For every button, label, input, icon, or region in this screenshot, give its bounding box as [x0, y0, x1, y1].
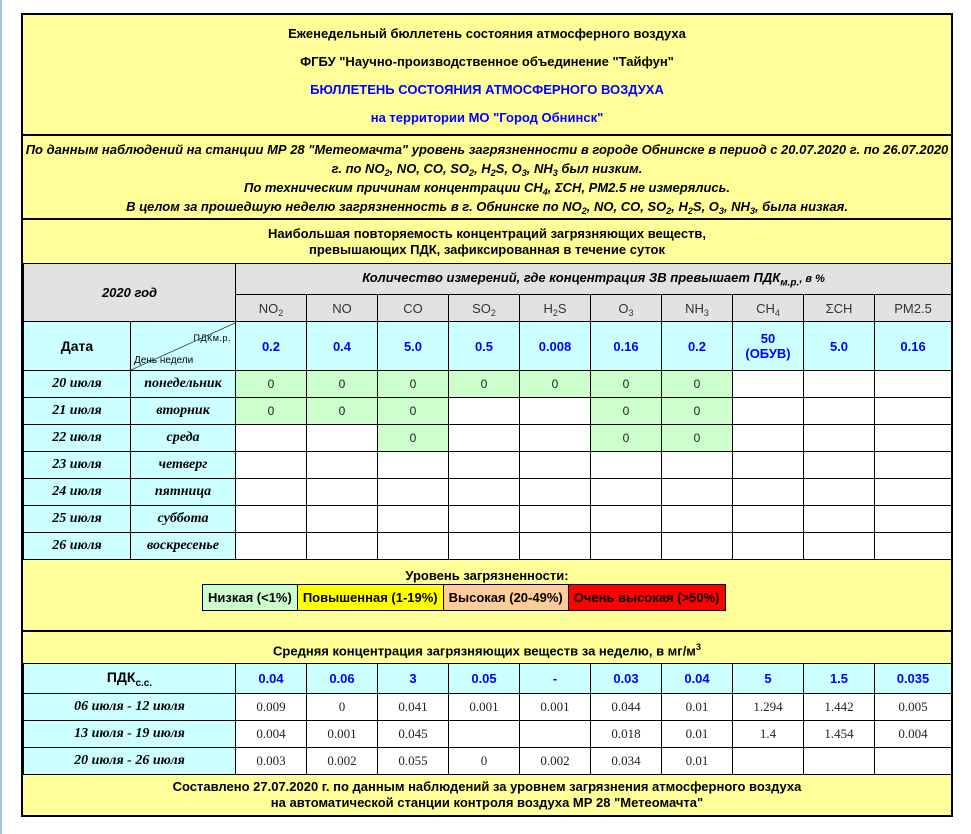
pdk-ss-value: 3 — [378, 664, 449, 694]
avg-title-sup: 3 — [695, 642, 701, 652]
pdk-ss-label — [24, 664, 236, 694]
table-row — [24, 425, 952, 452]
row-day: четверг — [131, 452, 236, 479]
component-base: NO — [258, 300, 279, 316]
subscript: 2 — [469, 168, 475, 178]
header-line-1: Еженедельный бюллетень состояния атмосферного воздуха — [288, 26, 686, 41]
summary-paragraph-2 — [23, 178, 951, 197]
pdk-mr-note: (ОБУВ) — [745, 346, 791, 361]
pdk-ss-value: 0.035 — [875, 664, 952, 694]
pdk-ss-label-sub: с.с. — [135, 677, 153, 689]
row-value — [662, 452, 733, 479]
pdk-mr-value — [307, 322, 378, 371]
row-value — [804, 398, 875, 425]
row-value — [236, 425, 307, 452]
row-value: 0 — [378, 425, 449, 452]
component-base: CH — [756, 300, 775, 316]
component-header — [733, 295, 804, 322]
legend-item: Повышенная (1-19%) — [298, 585, 444, 610]
summary-text: , NH — [723, 199, 750, 214]
diagonal-header — [131, 322, 236, 371]
table-row — [24, 479, 952, 506]
row-value — [733, 371, 804, 398]
row-value — [804, 425, 875, 452]
pdk-mr-number: 0.16 — [900, 338, 926, 354]
row-day: пятница — [131, 479, 236, 506]
component-base: CO — [403, 300, 423, 316]
bulletin — [21, 13, 953, 817]
row-value — [307, 479, 378, 506]
row-value — [236, 533, 307, 560]
row-value — [733, 452, 804, 479]
row-value — [378, 533, 449, 560]
row-value: 1.4 — [733, 721, 804, 748]
table-row — [24, 398, 952, 425]
row-value — [804, 506, 875, 533]
pdk-ss-value: 0.04 — [662, 664, 733, 694]
row-value: 0 — [236, 398, 307, 425]
pdk-mr-number: 5.0 — [829, 338, 849, 354]
row-value: 0.009 — [236, 694, 307, 721]
component-header — [449, 295, 520, 322]
repeat-title-line-1: Наибольшая повторяемость концентраций загрязняющих веществ, — [267, 226, 707, 241]
pdk-mr-row — [24, 322, 952, 371]
row-value: 0.045 — [378, 721, 449, 748]
component-base: H — [543, 300, 553, 316]
pdk-ss-value: 0.05 — [449, 664, 520, 694]
row-value — [307, 533, 378, 560]
row-value — [875, 371, 952, 398]
row-value — [307, 506, 378, 533]
row-value: 0.004 — [236, 721, 307, 748]
pdk-mr-value — [449, 322, 520, 371]
legend-item: Низкая (<1%) — [203, 585, 298, 610]
row-value: 0.001 — [307, 721, 378, 748]
repeat-title-line-2: превышающих ПДК, зафиксированная в течение суток — [309, 242, 665, 257]
row-value — [733, 398, 804, 425]
row-value — [733, 533, 804, 560]
row-value — [520, 721, 591, 748]
row-value — [804, 533, 875, 560]
row-value — [733, 748, 804, 775]
count-label-sub: м.р. — [780, 277, 800, 289]
row-value — [662, 506, 733, 533]
row-value: 0 — [591, 425, 662, 452]
row-value — [520, 398, 591, 425]
table-row — [24, 721, 952, 748]
row-value — [875, 533, 952, 560]
row-value — [875, 479, 952, 506]
component-header — [307, 295, 378, 322]
table-row — [24, 748, 952, 775]
row-date: 22 июля — [24, 425, 131, 452]
component-base: ΣCH — [825, 300, 853, 316]
row-value — [591, 533, 662, 560]
row-value: 0.001 — [520, 694, 591, 721]
row-value — [307, 452, 378, 479]
pdk-ss-row — [24, 664, 952, 694]
row-value: 0.018 — [591, 721, 662, 748]
exceedance-body — [24, 371, 952, 560]
row-date: 23 июля — [24, 452, 131, 479]
header-line-4: на территории МО "Город Обнинск" — [370, 110, 604, 125]
pdk-mr-number: 0.2 — [687, 338, 707, 354]
summary-text: , NO, CO, SO — [586, 199, 667, 214]
row-value — [236, 479, 307, 506]
subscript: 2 — [687, 206, 693, 216]
table-row — [24, 452, 952, 479]
summary-text: S, O — [692, 199, 719, 214]
subscript: 3 — [749, 206, 755, 216]
row-value — [591, 506, 662, 533]
header-line-2: ФГБУ "Научно-производственное объединение "Тайфун" — [300, 54, 674, 69]
row-value — [520, 506, 591, 533]
summary-text: По данным наблюдений на станции МР 28 "Метеомачта" уровень загрязненности в городе Обнинске в период с 20.07.2020 г. по 26.07.2020 г. по NO — [25, 142, 949, 176]
row-value: 0.002 — [520, 748, 591, 775]
pdk-ss-value: 0.04 — [236, 664, 307, 694]
summary-text: В целом за прошедшую неделю загрязненность в г. Обнинске по NO — [126, 199, 582, 214]
average-body — [24, 694, 952, 775]
diag-day-label: День недели — [134, 354, 194, 366]
row-date: 20 июля — [24, 371, 131, 398]
pdk-ss-value: - — [520, 664, 591, 694]
summary-text: , была низкая. — [754, 199, 848, 214]
summary-text: , NH — [526, 161, 553, 176]
component-sub: 3 — [628, 307, 634, 318]
legend — [202, 584, 726, 611]
row-value — [591, 452, 662, 479]
subscript: 3 — [718, 206, 724, 216]
row-value: 0 — [662, 371, 733, 398]
row-value — [449, 479, 520, 506]
legend-title: Уровень загрязненности: — [405, 568, 569, 583]
row-day: воскресенье — [131, 533, 236, 560]
pdk-mr-number: 0.16 — [613, 338, 639, 354]
row-value: 0.034 — [591, 748, 662, 775]
pdk-mr-value — [875, 322, 952, 371]
subscript: 3 — [521, 168, 527, 178]
row-value — [733, 479, 804, 506]
row-value — [449, 452, 520, 479]
component-base: NH — [685, 300, 704, 316]
pdk-ss-value: 0.06 — [307, 664, 378, 694]
row-value: 0.041 — [378, 694, 449, 721]
component-tail: S — [557, 300, 567, 316]
pdk-ss-value: 1.5 — [804, 664, 875, 694]
summary-text: , H — [671, 199, 688, 214]
pdk-mr-value — [733, 322, 804, 371]
row-value: 0 — [378, 371, 449, 398]
summary-text: был низким. — [557, 161, 643, 176]
row-value: 0 — [307, 694, 378, 721]
row-value — [520, 452, 591, 479]
count-label — [236, 264, 952, 295]
row-value — [875, 425, 952, 452]
bulletin-header — [23, 15, 951, 136]
row-value — [307, 425, 378, 452]
row-value — [520, 479, 591, 506]
row-value: 0.005 — [875, 694, 952, 721]
component-sub: 4 — [774, 307, 780, 318]
pdk-ss-value: 0.03 — [591, 664, 662, 694]
row-value: 1.294 — [733, 694, 804, 721]
subscript: 2 — [666, 206, 672, 216]
row-value: 0 — [591, 371, 662, 398]
pdk-mr-number: 50 — [760, 331, 776, 346]
footer — [23, 774, 951, 815]
row-value — [733, 425, 804, 452]
row-value — [378, 479, 449, 506]
pdk-mr-number: 0.2 — [261, 338, 281, 354]
row-value: 0 — [378, 398, 449, 425]
legend-item: Очень высокая (>50%) — [569, 585, 725, 610]
pdk-ss-value: 5 — [733, 664, 804, 694]
summary-text: , ΣCH, PM2.5 не измерялись. — [547, 180, 730, 195]
row-day: вторник — [131, 398, 236, 425]
row-value: 0 — [591, 398, 662, 425]
pdk-mr-number: 0.008 — [538, 338, 572, 354]
component-sub: 3 — [703, 307, 709, 318]
avg-title — [23, 632, 951, 663]
row-day: среда — [131, 425, 236, 452]
row-value: 0 — [520, 371, 591, 398]
component-sub: 2 — [490, 307, 496, 318]
pdk-mr-number: 0.4 — [332, 338, 352, 354]
component-base: PM2.5 — [894, 300, 932, 316]
exceedance-table — [23, 263, 952, 560]
row-value: 0.01 — [662, 721, 733, 748]
row-value — [804, 371, 875, 398]
row-value — [520, 533, 591, 560]
row-day: суббота — [131, 506, 236, 533]
header-line-3: БЮЛЛЕТЕНЬ СОСТОЯНИЯ АТМОСФЕРНОГО ВОЗДУХА — [310, 82, 664, 97]
row-value: 0 — [449, 748, 520, 775]
year-label: 2020 год — [24, 264, 236, 322]
row-value — [804, 479, 875, 506]
component-base: O — [618, 300, 629, 316]
diagonal-cell — [131, 323, 235, 370]
row-period: 13 июля - 19 июля — [24, 721, 236, 748]
component-sub: 2 — [278, 307, 284, 318]
row-value: 0.004 — [875, 721, 952, 748]
legend-section — [23, 561, 951, 632]
subscript: 4 — [542, 187, 548, 197]
row-value — [449, 398, 520, 425]
pdk-mr-value — [804, 322, 875, 371]
row-value — [449, 506, 520, 533]
row-value: 0 — [236, 371, 307, 398]
component-header — [520, 295, 591, 322]
footer-line-2: на автоматической станции контроля воздуха МР 28 "Метеомачта" — [270, 795, 704, 810]
row-value — [236, 506, 307, 533]
summary — [23, 136, 951, 220]
row-value: 1.454 — [804, 721, 875, 748]
component-header — [875, 295, 952, 322]
row-value — [875, 452, 952, 479]
row-value — [733, 506, 804, 533]
legend-item: Высокая (20-49%) — [444, 585, 569, 610]
pdk-mr-value — [236, 322, 307, 371]
row-date: 26 июля — [24, 533, 131, 560]
row-value: 0.055 — [378, 748, 449, 775]
row-value: 0.001 — [449, 694, 520, 721]
summary-paragraph-1 — [23, 140, 951, 178]
row-value: 0 — [662, 398, 733, 425]
row-day: понедельник — [131, 371, 236, 398]
pdk-mr-value — [378, 322, 449, 371]
pdk-mr-number: 0.5 — [474, 338, 494, 354]
row-value: 0.01 — [662, 694, 733, 721]
average-table — [23, 663, 952, 775]
row-date: 24 июля — [24, 479, 131, 506]
row-period: 06 июля - 12 июля — [24, 694, 236, 721]
row-value: 0.01 — [662, 748, 733, 775]
count-label-suffix: , в % — [799, 272, 825, 285]
row-value: 0 — [307, 398, 378, 425]
component-base: NO — [332, 300, 352, 316]
summary-text: , NO, CO, SO — [389, 161, 470, 176]
row-value: 0.044 — [591, 694, 662, 721]
avg-title-text: Средняя концентрация загрязняющих веществ за неделю, в мг/м — [273, 643, 696, 659]
row-period: 20 июля - 26 июля — [24, 748, 236, 775]
row-value — [378, 452, 449, 479]
row-value — [378, 506, 449, 533]
row-value: 1.442 — [804, 694, 875, 721]
row-value — [520, 425, 591, 452]
pdk-mr-number: 5.0 — [403, 338, 423, 354]
component-header — [236, 295, 307, 322]
row-value — [662, 479, 733, 506]
table-row — [24, 371, 952, 398]
row-value — [875, 506, 952, 533]
component-header — [378, 295, 449, 322]
count-label-text: Количество измерений, где концентрация ЗВ превышает ПДК — [362, 269, 781, 285]
row-value — [804, 452, 875, 479]
subscript: 2 — [490, 168, 496, 178]
row-value: 0.002 — [307, 748, 378, 775]
summary-paragraph-3 — [23, 197, 951, 216]
row-value — [875, 398, 952, 425]
pdk-ss-label-text: ПДК — [106, 668, 136, 685]
date-label: Дата — [24, 322, 131, 371]
row-value — [662, 533, 733, 560]
subscript: 2 — [581, 206, 587, 216]
pdk-mr-value — [520, 322, 591, 371]
window-edge — [0, 0, 2, 834]
row-value: 0 — [449, 371, 520, 398]
row-value — [449, 425, 520, 452]
table-row — [24, 694, 952, 721]
component-header — [804, 295, 875, 322]
row-value — [449, 533, 520, 560]
component-sub: 2 — [552, 307, 558, 318]
diag-pdk-label: ПДКм.р. — [193, 332, 231, 343]
row-value — [591, 479, 662, 506]
footer-line-1: Составлено 27.07.2020 г. по данным наблюдений за уровнем загрязнения атмосферного воздуха — [172, 779, 802, 794]
summary-text: , H — [474, 161, 491, 176]
table-row — [24, 506, 952, 533]
component-header — [662, 295, 733, 322]
row-value: 0 — [307, 371, 378, 398]
component-header — [591, 295, 662, 322]
row-value — [236, 452, 307, 479]
subscript: 3 — [552, 168, 558, 178]
summary-text: S, O — [495, 161, 522, 176]
row-date: 25 июля — [24, 506, 131, 533]
row-value — [449, 721, 520, 748]
subscript: 2 — [384, 168, 390, 178]
row-date: 21 июля — [24, 398, 131, 425]
summary-text: По техническим причинам концентрации CH — [244, 180, 543, 195]
row-value — [875, 748, 952, 775]
pdk-mr-value — [662, 322, 733, 371]
row-value: 0 — [662, 425, 733, 452]
component-base: SO — [472, 300, 491, 316]
table-row — [24, 533, 952, 560]
pdk-mr-value — [591, 322, 662, 371]
row-value: 0.003 — [236, 748, 307, 775]
row-value — [804, 748, 875, 775]
repeat-title — [23, 220, 951, 263]
